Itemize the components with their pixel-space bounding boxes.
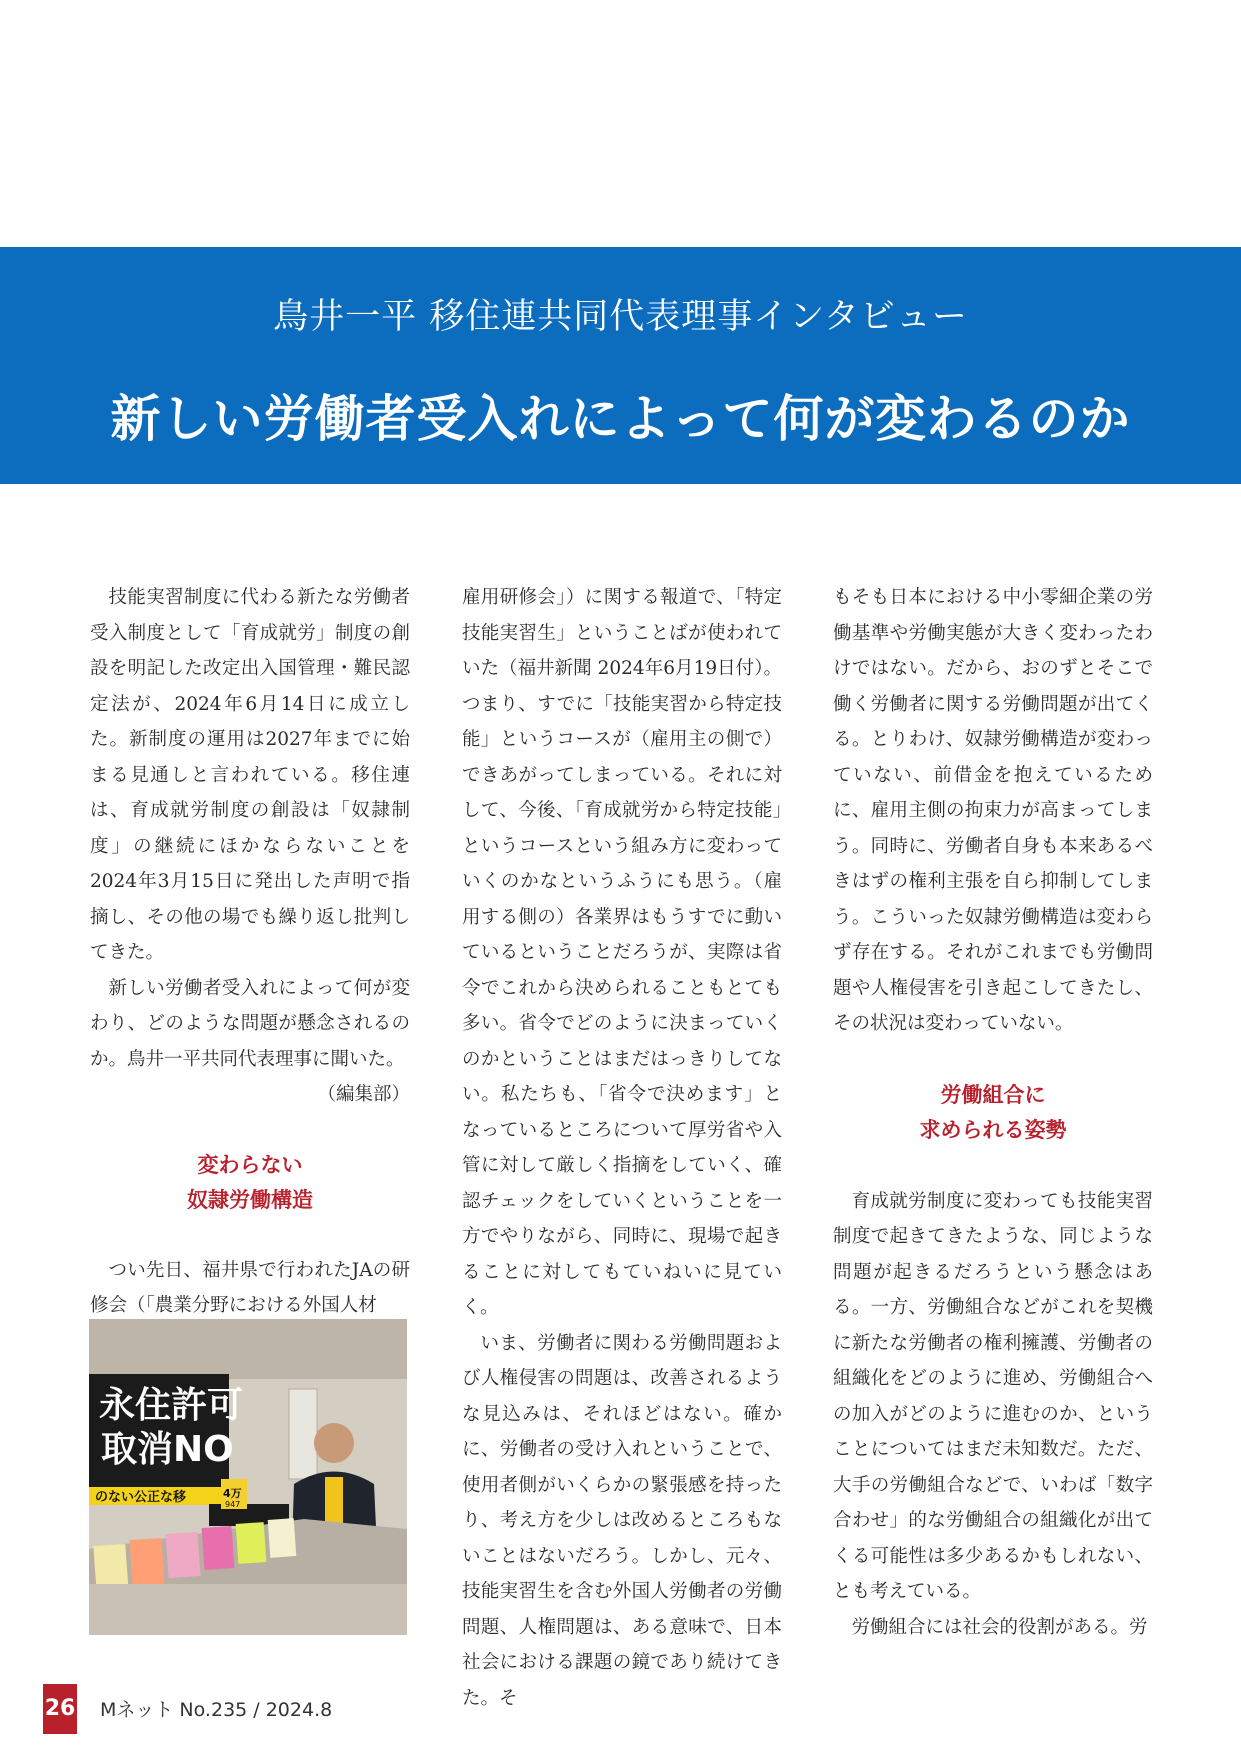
editor-credit: （編集部） (317, 1084, 410, 1105)
section-heading-1-line-2: 奴隷労働構造 (187, 1187, 313, 1212)
text-column-1 (90, 580, 410, 1324)
photo-illustration (89, 1319, 407, 1635)
body-paragraph: もそも日本における中小零細企業の労働基準や労働実態が大きく変わったわけではない。だから、おのずとそこで働く労働者に関する労働問題が出てくる。とりわけ、奴隷労働構造が変わっていない、前借金を抱えているために、雇用主側の拘束力が高まってしまう。同時に、労働者自身も本来あるべきはずの権利主張を自ら抑制してしまう。こういった奴隷労働構造は変わらず存在する。それがこれまでも労働問題や人権侵害を引き起こしてきたし、その状況は変わっていない。 (833, 587, 1153, 1034)
page-number: 26 (43, 1684, 77, 1734)
interview-subtitle: 鳥井一平 移住連共同代表理事インタビュー (273, 297, 968, 337)
photo-banner-line-2: 取消NO (101, 1429, 234, 1470)
section-heading-2-line-2: 求められる姿勢 (919, 1117, 1067, 1142)
section-heading-2 (833, 1078, 1153, 1148)
publication-info: Mネット No.235 / 2024.8 (100, 1699, 333, 1721)
event-photo (89, 1319, 407, 1635)
article-title: 新しい労働者受入れによって何が変わるのか (110, 390, 1131, 448)
intro-paragraph-1: 技能実習制度に代わる新たな労働者受入制度として「育成就労」制度の創設を明記した改定出入国管理・難民認定法が、2024年6月14日に成立した。新制度の運用は2027年までに始まる見通しと言われている。移住連は、育成就労制度の創設は「奴隷制度」の継続にほかならないことを2024年3月15日に発出した声明で指摘し、その他の場でも繰り返し批判してきた。 (90, 587, 410, 963)
photo-box-label: 4万 (223, 1487, 242, 1500)
text-column-3 (833, 580, 1153, 1645)
intro-paragraph-2: 新しい労働者受入れによって何が変わり、どのような問題が懸念されるのか。鳥井一平共同代表理事に聞いた。 (90, 977, 410, 1070)
body-paragraph: 雇用研修会」）に関する報道で、「特定技能実習生」ということばが使われていた（福井新聞 2024年6月19日付）。つまり、すでに「技能実習から特定技能」というコースが（雇用主の側で）できあがってしまっている。それに対して、今後、「育成就労から特定技能」というコースという組み方に変わっていくのかなというふうにも思う。（雇用する側の）各業界はもうすでに動いているということだろうが、実際は省令でこれから決められることもとても多い。省令でどのように決まっていくのかということはまだはっきりしてない。私たちも、「省令で決めます」となっているところについて厚労省や入管に対して厳しく指摘をしていく、確認チェックをしていくということを一方でやりながら、同時に、現場で起きることに対してもていねいに見ていく。 (462, 587, 782, 1318)
text-column-2 (462, 580, 782, 1716)
photo-box-sub: 947 (225, 1500, 241, 1509)
photo-banner-line-1: 永住許可 (99, 1385, 244, 1426)
section-heading-1 (90, 1148, 410, 1218)
body-paragraph: 育成就労制度に変わっても技能実習制度で起きてきたような、同じような問題が起きるだろうという懸念はある。一方、労働組合などがこれを契機に新たな労働者の権利擁護、労働者の組織化をどのように進め、労働組合への加入がどのように進むのか、ということについてはまだ未知数だ。ただ、大手の労働組合などで、いわば「数字合わせ」的な労働組合の組織化が出てくる可能性は多少あるかもしれない、とも考えている。 (833, 1190, 1153, 1602)
body-paragraph: 労働組合には社会的役割がある。労 (851, 1616, 1148, 1638)
body-paragraph: いま、労働者に関わる労働問題および人権侵害の問題は、改善されるような見込みは、それほどはない。確かに、労働者の受け入れということで、使用者側がいくらかの緊張感を持ったり、考え方を少しは改めるところもないことはないだろう。しかし、元々、技能実習生を含む外国人労働者の労働問題、人権問題は、ある意味で、日本社会における課題の鏡であり続けてきた。そ (462, 1332, 782, 1709)
section-heading-1-line-1: 変わらない (197, 1152, 303, 1177)
body-paragraph: つい先日、福井県で行われたJAの研修会（「農業分野における外国人材 (90, 1259, 410, 1316)
photo-banner-strip: のない公正な移 (95, 1490, 187, 1505)
section-heading-2-line-1: 労働組合に (940, 1082, 1046, 1107)
title-banner (0, 247, 1241, 484)
